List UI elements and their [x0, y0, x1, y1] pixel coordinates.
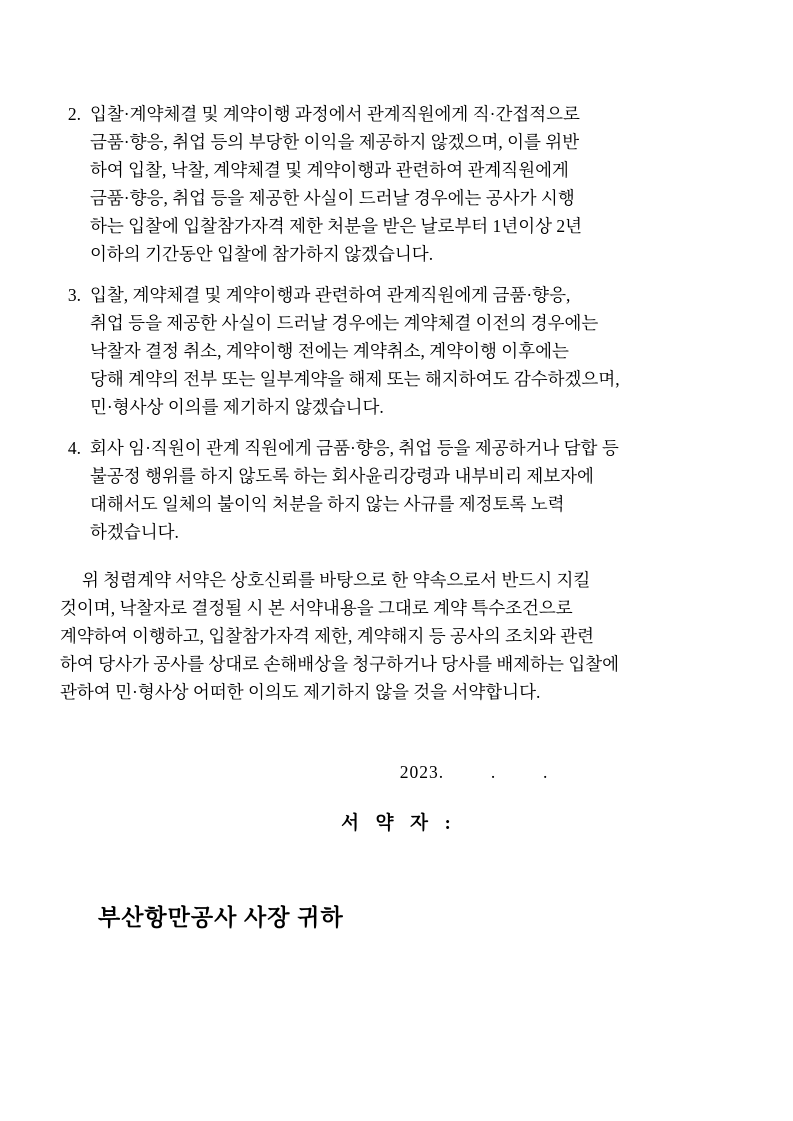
clause-body [90, 100, 738, 268]
closing-line: 계약하여 이행하고, 입찰참가자격 제한, 계약해지 등 공사의 조치와 관련 [60, 626, 594, 646]
clause-body [90, 281, 738, 421]
pledge-clause-item [60, 100, 738, 268]
date-day-dot: . [542, 762, 549, 782]
clause-number: 4. [67, 438, 81, 458]
closing-line: 위 청렴계약 서약은 상호신뢰를 바탕으로 한 약속으로서 반드시 지킬 [82, 570, 591, 590]
date-year: 2023. [399, 762, 445, 782]
closing-line: 하여 당사가 공사를 상대로 손해배상을 청구하거나 당사를 배제하는 입찰에 [60, 654, 620, 674]
clause-line: 하는 입찰에 입찰참가자격 제한 처분을 받은 날로부터 1년이상 2년 [90, 216, 583, 236]
clause-line: 취업 등을 제공한 사실이 드러날 경우에는 계약체결 이전의 경우에는 [90, 313, 599, 333]
closing-line: 것이며, 낙찰자로 결정될 시 본 서약내용을 그대로 계약 특수조건으로 [60, 598, 573, 618]
clause-line: 당해 계약의 전부 또는 일부계약을 해제 또는 해지하여도 감수하겠으며, [90, 369, 620, 389]
clause-line: 낙찰자 결정 취소, 계약이행 전에는 계약취소, 계약이행 이후에는 [90, 341, 569, 361]
clause-line: 금품·향응, 취업 등을 제공한 사실이 드러날 경우에는 공사가 시행 [90, 188, 575, 208]
clause-line: 하겠습니다. [90, 522, 179, 542]
clause-line: 금품·향응, 취업 등의 부당한 이익을 제공하지 않겠으며, 이를 위반 [90, 132, 580, 152]
clause-number: 3. [67, 285, 81, 305]
date-line [60, 762, 738, 783]
clause-line: 불공정 행위를 하지 않도록 하는 회사윤리강령과 내부비리 제보자에 [90, 466, 594, 486]
pledge-clause-list [60, 100, 738, 546]
clause-line: 입찰, 계약체결 및 계약이행과 관련하여 관계직원에게 금품·향응, [90, 285, 571, 305]
clause-line: 하여 입찰, 낙찰, 계약체결 및 계약이행과 관련하여 관계직원에게 [90, 160, 569, 180]
closing-line: 관하여 민·형사상 어떠한 이의도 제기하지 않을 것을 서약합니다. [60, 682, 541, 702]
recipient-line: 부산항만공사 사장 귀하 [98, 905, 344, 930]
clause-line: 대해서도 일체의 불이익 처분을 하지 않는 사규를 제정토록 노력 [90, 494, 565, 514]
signer-label: 서 약 자 : [341, 814, 457, 834]
pledge-clause-item [60, 434, 738, 546]
clause-body [90, 434, 738, 546]
pledge-clause-item [60, 281, 738, 421]
clause-line: 입찰·계약체결 및 계약이행 과정에서 관계직원에게 직·간접적으로 [90, 104, 580, 124]
clause-line: 민·형사상 이의를 제기하지 않겠습니다. [90, 397, 384, 417]
closing-paragraph [60, 566, 738, 706]
date-month-dot: . [490, 762, 497, 782]
clause-line: 회사 임·직원이 관계 직원에게 금품·향응, 취업 등을 제공하거나 담합 등 [90, 438, 619, 458]
clause-number: 2. [67, 104, 81, 124]
clause-line: 이하의 기간동안 입찰에 참가하지 않겠습니다. [90, 244, 434, 264]
